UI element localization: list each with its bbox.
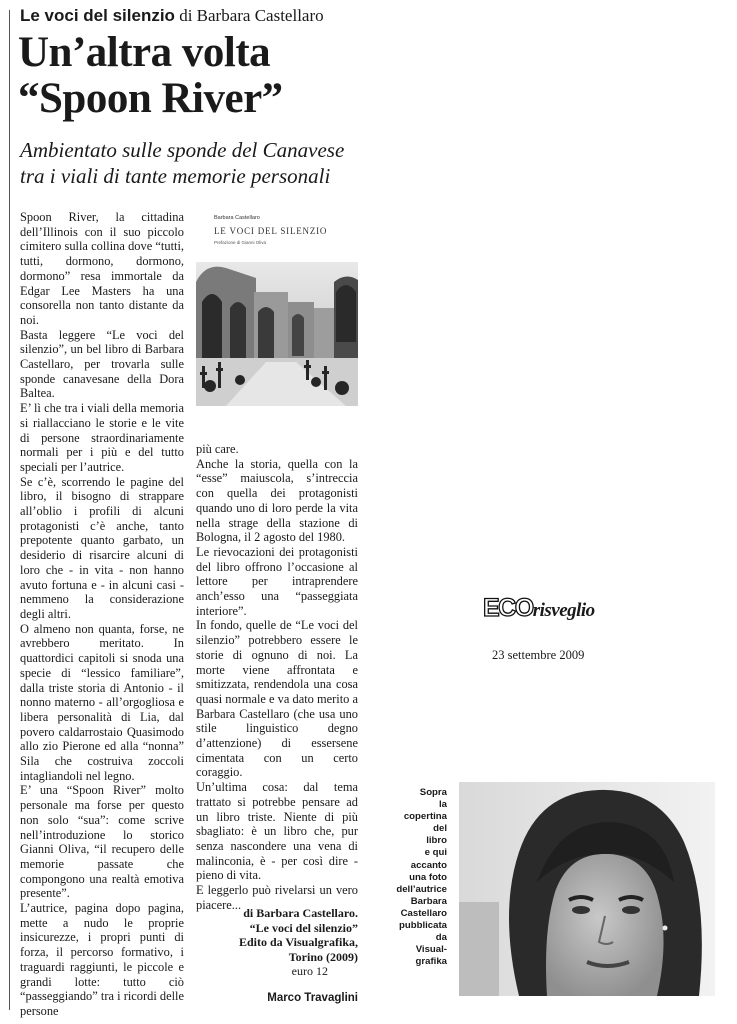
paragraph: In fondo, quelle de “Le voci del silenzio” potrebbero essere le storie di ognuno di noi. La morte viene affrontata e smitizzata, rendendola una cosa quasi normale e va dato merito a Barbara Castellaro (che usa uno stile linguistico degno d’attenzione) di essersene cimentata con un certo coraggio. (196, 618, 358, 780)
caption-line: del (433, 823, 447, 835)
book-info (196, 906, 358, 979)
paragraph: E leggerlo può rivelarsi un vero piacere... (196, 883, 358, 912)
caption-line: Castellaro (400, 907, 447, 919)
article-signature: Marco Travaglini (267, 992, 358, 1004)
logo-eco: ECO (483, 594, 533, 622)
cemetery-photo (196, 262, 358, 406)
caption-line: libro (426, 835, 447, 847)
headline-line: “Spoon River” (18, 75, 283, 122)
left-column-rule (9, 10, 10, 1010)
logo-risveglio: risveglio (532, 600, 595, 621)
caption-line: dell’autrice (396, 883, 447, 895)
headline (18, 30, 578, 122)
caption-line: da (435, 932, 447, 944)
paragraph: L’autrice, pagina dopo pagina, mette a nudo le proprie insicurezze, i propri punti di forza, il percorso formativo, i traguardi raggiunti, le piccole e grandi lotte: tutto ciò “passeggiando” tra i ricordi delle persone (20, 901, 184, 1018)
author-portrait-photo (459, 782, 715, 996)
paragraph: Basta leggere “Le voci del silenzio”, un bel libro di Barbara Castellaro, per trovarla sulle sponde canavesane della Dora Baltea. (20, 327, 184, 401)
article-column-2 (196, 442, 358, 913)
book-info-line: di Barbara Castellaro. (243, 906, 358, 920)
paragraph: Le rievocazioni dei protagonisti del libro offrono l’occasione al lettore per intraprendere anch’esso una “passeggiata interiore”. (196, 544, 358, 618)
subheadline (20, 137, 620, 189)
caption-line: e qui (424, 847, 447, 859)
kicker-column-name: Le voci del silenzio (20, 6, 175, 25)
book-info-line: Torino (2009) (288, 949, 358, 964)
publication-date: 23 settembre 2009 (492, 648, 585, 662)
paragraph: Anche la storia, quella con la “esse” maiuscola, s’intreccia con quella dei protagonisti quando uno di loro perde la vita nella strage della stazione di Bologna, il 2 agosto del 1980. (196, 456, 358, 545)
paragraph: Spoon River, la cittadina dell’Illinois con il suo piccolo cimitero sulla collina dove “tutti, tutti, dormono, dormono, dormono” resa immortale da Edgar Lee Masters ha una consorella non tanto distante da noi. (20, 210, 184, 327)
headline-line: Un’altra volta (18, 29, 271, 76)
paragraph: Un’ultima cosa: dal tema trattato si potrebbe pensare ad un libro triste. Niente di più sbagliato: è un libro che, pur senza nascondere una vena di malinconia, è - per così dire - pieno di vita. (196, 780, 358, 883)
book-info-line: Edito da Visualgrafika, (238, 935, 358, 950)
caption-line: accanto (410, 859, 447, 871)
caption-line: la (438, 799, 447, 811)
caption-line: grafika (415, 956, 447, 968)
article-column-1 (20, 210, 184, 1019)
caption-line: Barbara (410, 895, 447, 907)
subheadline-line: Ambientato sulle sponde del Canavese (20, 138, 345, 162)
caption-line: Visual- (415, 944, 447, 956)
book-cover-image (196, 210, 358, 406)
paragraph: E’ una “Spoon River” molto personale ma forse per questo non solo “sua”: come scrive nell’introduzione lo storico Gianni Oliva, “il recupero delle memorie passate che compongono una realtà emotiva presente”. (20, 783, 184, 901)
paragraph: E’ lì che tra i viali della memoria si riallacciano le storie e le vite di persone straordinariamente normali per i più e del tutto speciali per l’autrice. (20, 401, 184, 474)
kicker (20, 6, 324, 26)
paragraph: più care. (196, 442, 239, 456)
kicker-author: di Barbara Castellaro (179, 6, 324, 25)
caption-line: copertina (403, 811, 447, 823)
photo-caption (360, 787, 447, 968)
newspaper-logo (483, 594, 595, 623)
paragraph: Se c’è, scorrendo le pagine del libro, il bisogno di strappare all’oblio i profili di alcuni protagonisti c’è anche, tanto prepotente quanto garbato, un desiderio di risarcire alcuni di loro che - in vita - non hanno avuto fortuna e - in alcuni casi - nemmeno la considerazione degli altri. (20, 474, 184, 621)
book-cover-title: LE VOCI DEL SILENZIO (214, 226, 328, 236)
book-cover-author: Barbara Castellaro (214, 215, 260, 221)
subheadline-line: tra i viali di tante memorie personali (20, 164, 331, 188)
caption-line: Sopra (419, 787, 447, 798)
paragraph: O almeno non quanta, forse, ne avrebbero meritato. In quattordici capitoli si snoda una specie di “lessico familiare”, dalla triste storia di Antonio - il nonno materno - all’orgogliosa e libera personalità di Lia, dal povero caldarrostaio Quasimodo allo zio Pierone ed alla “nonna” Sila che costruiva zoccoli intagliandoli nel legno. (20, 621, 184, 783)
book-price: euro 12 (291, 964, 328, 979)
book-cover-preface: Prefazione di Gianni Oliva (214, 240, 267, 245)
caption-line: pubblicata (399, 920, 447, 932)
caption-line: una foto (409, 871, 447, 883)
book-info-line: “Le voci del silenzio” (249, 920, 358, 935)
